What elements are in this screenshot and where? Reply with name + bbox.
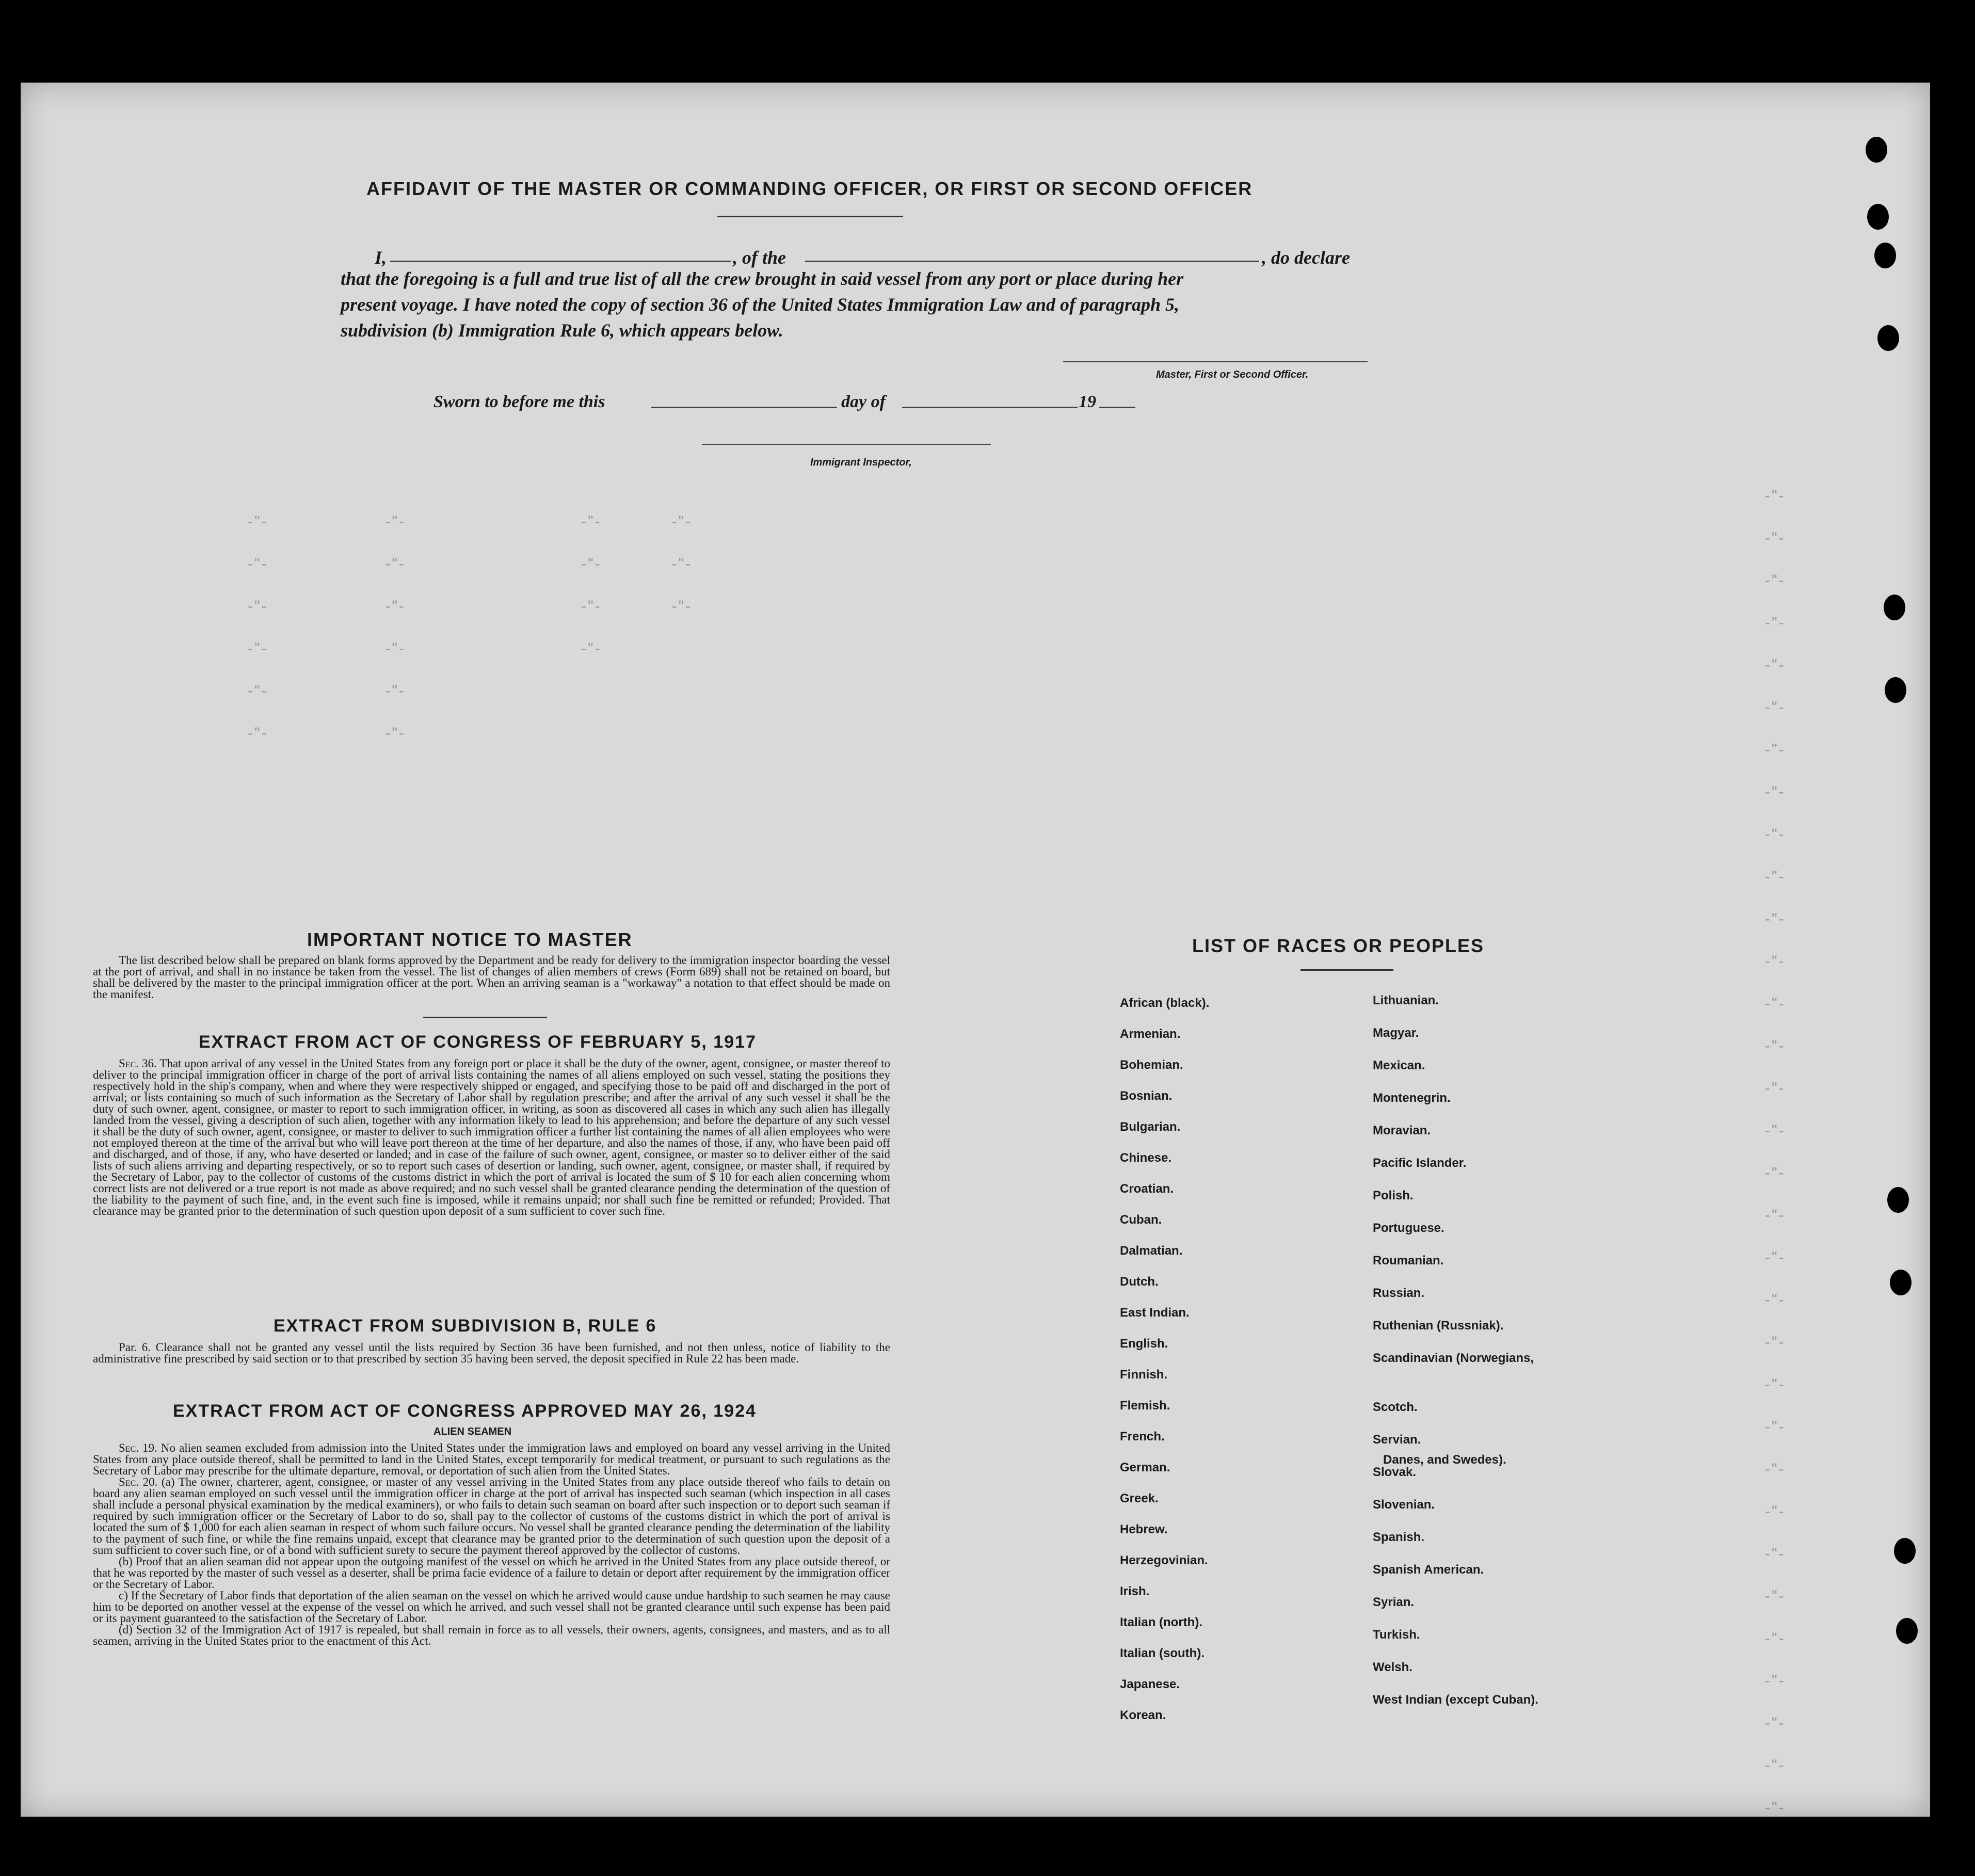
extract-1924-title: EXTRACT FROM ACT OF CONGRESS APPROVED MAY 26, 1924 (173, 1401, 757, 1421)
par6-text: Clearance shall not be granted any vessel until the lists required by Section 36 have been furnished, and not then unless, notice of liability to the administrative fine prescribed by said section or to that prescribed by section 35 having been served, the deposit specified in Rule 22 has been made. (93, 1341, 891, 1365)
race-item: Spanish. (1373, 1530, 1425, 1544)
notice-body (93, 955, 890, 1000)
race-item: Dutch. (1120, 1275, 1159, 1289)
year-label: 19 (1079, 392, 1096, 411)
affidavit-text-line2: present voyage. I have noted the copy of section 36 of the United States Immigration Law and of paragraph 5, (341, 294, 1179, 315)
affidavit-title: AFFIDAVIT OF THE MASTER OR COMMANDING OFFICER, OR FIRST OR SECOND OFFICER (366, 178, 1253, 199)
race-item: West Indian (except Cuban). (1373, 1693, 1538, 1707)
race-item: Bulgarian. (1120, 1120, 1181, 1134)
race-item: Slovenian. (1373, 1498, 1435, 1512)
race-item: African (black). (1120, 996, 1210, 1010)
binder-hole (1885, 677, 1906, 703)
races-title: LIST OF RACES OR PEOPLES (1192, 935, 1485, 956)
race-item: Welsh. (1373, 1660, 1412, 1674)
affidavit-of-the: , of the (733, 247, 786, 268)
race-item: Greek. (1120, 1492, 1159, 1505)
race-item: Syrian. (1373, 1595, 1415, 1609)
race-item: Croatian. (1120, 1182, 1174, 1196)
race-item: Slovak. (1373, 1465, 1417, 1479)
notice-rule (423, 1017, 547, 1018)
binder-hole (1890, 1270, 1912, 1295)
binder-hole (1866, 137, 1887, 163)
race-item: Armenian. (1120, 1027, 1181, 1041)
extract-1924-body (93, 1442, 890, 1647)
affidavit-do-declare: , do declare (1262, 247, 1350, 268)
binder-hole (1867, 204, 1889, 230)
race-item: Korean. (1120, 1708, 1166, 1722)
bleed-through-marks-right: -"- -"- -"- -"- -"- -"- -"- -"- -"- -"- -"- -"- -"- -"- -"- -"- -"- -"- -"- -"- -"- -"- -"- -"- -"- -"- -"- -"- -"- -"- -"- -"- (1765, 487, 1786, 1816)
race-item: Russian. (1373, 1286, 1425, 1300)
extract-rule6-title: EXTRACT FROM SUBDIVISION B, RULE 6 (274, 1316, 657, 1336)
sec19-text: No alien seamen excluded from admission into the United States under the immigration laws and employed on board any vessel arriving in the United States from any place outside thereof, shall be permitted to land in the United States, except temporarily for medical treatment, or pursuant to such regulations as the Secretary of Labor may prescribe for the ultimate departure, removal, or deportation of such alien from the United States. (93, 1441, 890, 1477)
race-item: Bohemian. (1120, 1058, 1183, 1072)
sworn-year-field[interactable] (1099, 407, 1135, 408)
binder-hole (1887, 1187, 1909, 1213)
document-page (21, 83, 1930, 1817)
bleed-through-marks: -"- -"- -"- -"- -"- -"- -"- -"- -"- -"- -"- -"- -"- -"- -"- -"- -"- -"- -"- (248, 513, 693, 742)
sec20c-text: c) If the Secretary of Labor finds that deportation of the alien seaman on the vessel on which he arrived would cause undue hardship to such seamen he may cause him to be deported on another vessel at the expense of the vessel on which he arrived, and such vessel shall not be granted clearance until such expense has been paid or its payment guaranteed to the satisfaction of the Secretary of Labor. (93, 1589, 890, 1625)
race-item: Italian (south). (1120, 1646, 1205, 1660)
sec20-label: Sec. 20. (119, 1476, 158, 1488)
race-item: Lithuanian. (1373, 993, 1439, 1007)
vessel-field[interactable] (805, 261, 1259, 262)
binder-hole (1877, 325, 1899, 351)
sec20b-text: (b) Proof that an alien seaman did not appear upon the outgoing manifest of the vessel on which he arrived in the United States from any place outside thereof, or that he was reported by the master of such vessel as a deserter, shall be prima facie evidence of a failure to detain or deport after requirement by the immigration officer or the Secretary of Labor. (93, 1555, 890, 1591)
race-scandinavian-cont: Danes, and Swedes). (1383, 1453, 1506, 1467)
race-item: Scotch. (1373, 1400, 1418, 1414)
race-item: Mexican. (1373, 1059, 1425, 1072)
race-item: Flemish. (1120, 1399, 1170, 1413)
sec36-text: That upon arrival of any vessel in the United States from any foreign port or place it shall be the duty of the owner, agent, consignee, or master thereof to deliver to the principal immigration officer in charge of the port of arrival lists containing the names of all aliens employed on such vessel, stating the positions they respectively hold in the ship's company, when and where they were respectively shipped or engaged, and specifying those to be paid off and discharged in the port of arrival; or lists containing so much of such information as the Secretary of Labor shall by regulation prescribe; and after the arrival of any such vessel it shall be the duty of such owner, agent, consignee, or master to report to such immigration officer, in writing, as soon as discovered all cases in which any such alien has illegally landed from the vessel, giving a description of such alien, together with any information likely to lead to his apprehension; and before the departure of any such vessel it shall be the duty of such owner, agent, consignee, or master to deliver to such immigration officer a further list containing the names of all alien employees who were not employed thereon at the time of the arrival but who will leave port thereon at the time of her departure, and also the names of those, if any, who have been paid off and discharged, and of those, if any, who have deserted or landed; and in case of the failure of such owner, agent, consignee, or master so to deliver either of the said lists of such aliens arriving and departing respectively, or so to report such cases of desertion or landing, such owner, agent, consignee, or master shall, if required by the Secretary of Labor, pay to the collector of customs of the customs district in which the port of arrival is located the sum of $ 10 for each alien concerning whom correct lists are not delivered or a true report is not made as above required; and no such vessel shall be granted clearance pending the determination of the question of the liability to the payment of such fine, and, in the event such fine is imposed, while it remains unpaid; nor shall such fine be remitted or refunded; Provided. That clearance may be granted prior to the determination of such question upon deposit of a sum sufficient to cover such fine. (93, 1057, 890, 1217)
race-item: Cuban. (1120, 1213, 1162, 1227)
sworn-day-field[interactable] (651, 407, 837, 408)
affidavit-text-line3: subdivision (b) Immigration Rule 6, which appears below. (341, 320, 783, 341)
sec20d-text: (d) Section 32 of the Immigration Act of 1917 is repealed, but shall remain in force as to all vessels, their owners, agents, consignees, and masters, and as to all seamen, arriving in the United States prior to the enactment of this Act. (93, 1623, 890, 1647)
race-item: Scandinavian (Norwegians, (1373, 1351, 1534, 1365)
race-item: French. (1120, 1430, 1165, 1444)
race-item: Japanese. (1120, 1677, 1180, 1691)
binder-hole (1894, 1538, 1916, 1564)
race-item: Montenegrin. (1373, 1091, 1451, 1105)
notice-text: The list described below shall be prepared on blank forms approved by the Department and be ready for delivery to the immigration inspector boarding the vessel at the port of arrival, and shall in no instance be taken from the vessel. The list of changes of alien members of crews (Form 689) shall not be retained on board, but shall be delivered by the master to the principal immigration officer at the port. When an arriving seaman is a "workaway" a notation to that effect should be made on the manifest. (93, 954, 890, 1001)
sworn-month-field[interactable] (902, 407, 1078, 408)
race-item: Italian (north). (1120, 1615, 1202, 1629)
sworn-label: Sworn to before me this (433, 392, 605, 411)
extract-rule6-body (93, 1342, 890, 1365)
par6-label: Par. 6. (119, 1341, 151, 1354)
race-item: Pacific Islander. (1373, 1156, 1467, 1170)
sec20a-text: (a) The owner, charterer, agent, consignee, or master of any vessel arriving in the United States from any place outside thereof who fails to detain on board any alien seaman employed on such vessel until the immigration officer in charge at the port of arrival has inspected such seaman (which inspection in all cases shall include a personal physical examination by the medical examiners), or who fails to detain such seaman on board after such inspection or to deport such seaman if required by such immigration officer or the Secretary of Labor to do so, shall pay to the collector of customs of the customs district in which the port of arrival is located the sum of $ 1,000 for each alien seaman in respect of whom such failure occurs. No vessel shall be granted clearance pending the determination of the liability to the payment of such fine, or while the fine remains unpaid, except that clearance may be granted prior to the determination of such question upon the deposit of a sum sufficient to cover such fine, or of a bond with sufficient surety to secure the payment thereof approved by the collector of customs. (93, 1476, 890, 1557)
race-item: Moravian. (1373, 1124, 1431, 1137)
sec19-label: Sec. 19. (119, 1441, 157, 1454)
notice-title: IMPORTANT NOTICE TO MASTER (307, 929, 633, 950)
race-item: Chinese. (1120, 1151, 1172, 1165)
race-item: Polish. (1373, 1189, 1414, 1202)
races-rule (1300, 969, 1393, 971)
race-item: Portuguese. (1373, 1221, 1444, 1235)
inspector-line[interactable] (702, 444, 991, 445)
binder-hole (1884, 595, 1905, 620)
title-rule (717, 216, 903, 217)
affidavit-text-line1: that the foregoing is a full and true list of all the crew brought in said vessel from any port or place during her (341, 268, 1184, 289)
binder-hole (1896, 1618, 1918, 1644)
race-item: English. (1120, 1337, 1168, 1351)
race-item: Hebrew. (1120, 1522, 1168, 1536)
race-item: East Indian. (1120, 1306, 1190, 1320)
race-item: Magyar. (1373, 1026, 1419, 1040)
race-item: Spanish American. (1373, 1563, 1484, 1577)
inspector-label: Immigrant Inspector, (810, 457, 912, 468)
race-item: Ruthenian (Russniak). (1373, 1319, 1504, 1333)
race-item: Bosnian. (1120, 1089, 1173, 1103)
signature-line[interactable] (1063, 361, 1368, 362)
race-item: Finnish. (1120, 1368, 1167, 1382)
race-item: Herzegovinian. (1120, 1553, 1208, 1567)
extract-1917-body (93, 1058, 890, 1217)
sec36-label: Sec. 36. (119, 1057, 157, 1070)
binder-hole (1874, 243, 1896, 268)
race-item: Dalmatian. (1120, 1244, 1183, 1258)
signature-label: Master, First or Second Officer. (1156, 369, 1309, 380)
alien-seamen-subtitle: ALIEN SEAMEN (433, 1426, 512, 1437)
race-item: Servian. (1373, 1433, 1421, 1447)
extract-1917-title: EXTRACT FROM ACT OF CONGRESS OF FEBRUARY 5, 1917 (199, 1032, 757, 1052)
race-item: Roumanian. (1373, 1254, 1444, 1268)
race-item: Irish. (1120, 1584, 1150, 1598)
race-item: Turkish. (1373, 1628, 1420, 1642)
name-field[interactable] (390, 261, 731, 262)
day-of-label: day of (841, 392, 886, 411)
race-item: German. (1120, 1461, 1170, 1474)
affidavit-i-label: I, (375, 247, 387, 268)
affidavit-text (341, 266, 1383, 343)
